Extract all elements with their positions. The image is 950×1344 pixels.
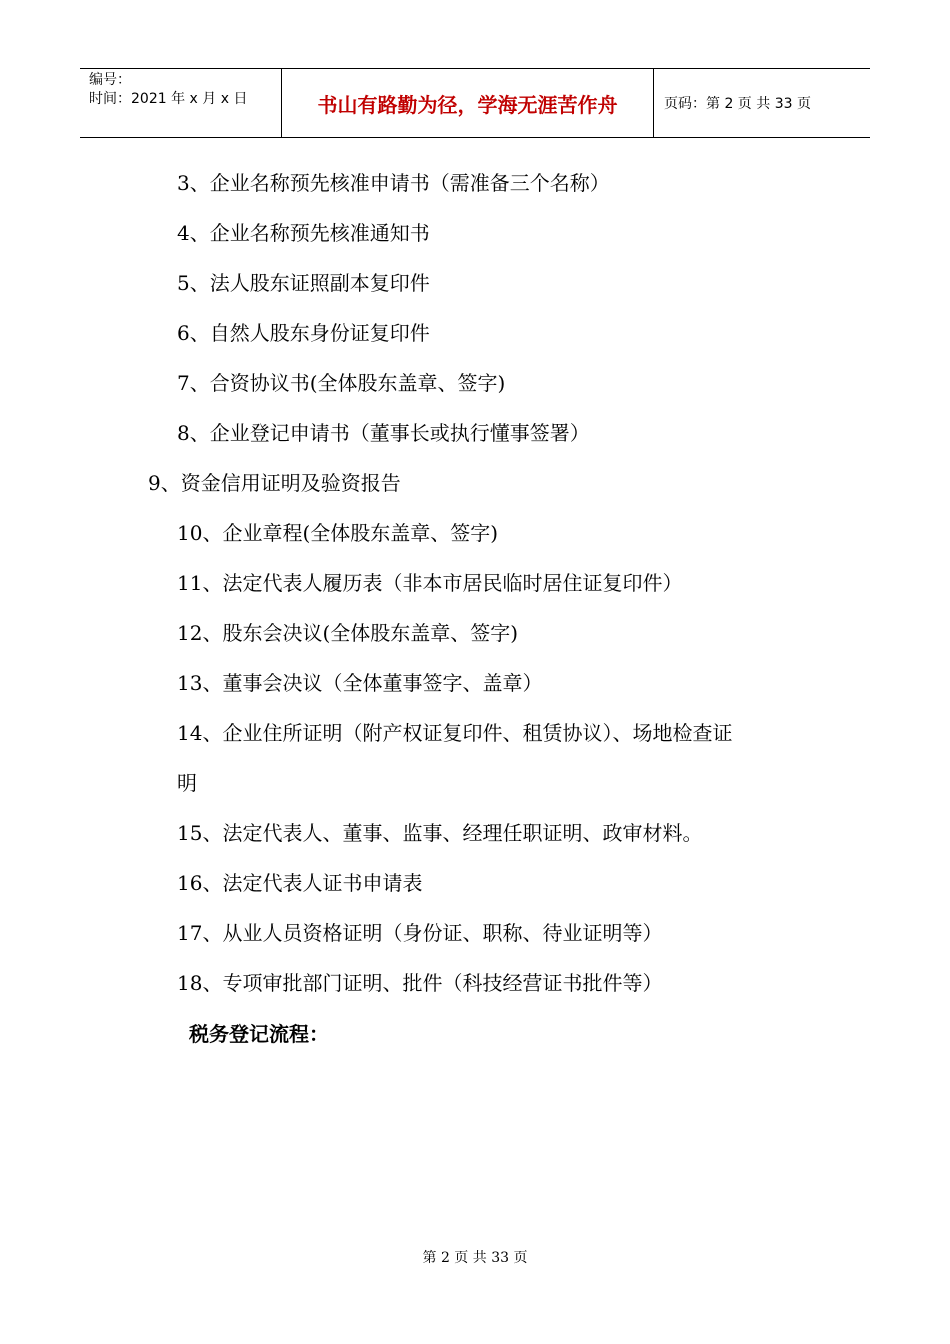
list-item: 10、企业章程(全体股东盖章、签字) bbox=[177, 521, 499, 545]
header-meta bbox=[80, 69, 282, 137]
header-motto: 书山有路勤为径，学海无涯苦作舟 bbox=[282, 69, 654, 137]
section-title: 税务登记流程： bbox=[189, 1022, 329, 1046]
list-item: 15、法定代表人、董事、监事、经理任职证明、政审材料。 bbox=[177, 821, 703, 845]
list-item: 7、合资协议书(全体股东盖章、签字) bbox=[177, 371, 506, 395]
list-item: 5、法人股东证照副本复印件 bbox=[177, 271, 430, 295]
page-footer: 第 2 页 共 33 页 bbox=[422, 1250, 528, 1266]
list-item: 3、企业名称预先核准申请书（需准备三个名称） bbox=[177, 171, 610, 195]
list-item: 12、股东会决议(全体股东盖章、签字) bbox=[177, 621, 519, 645]
list-item: 6、自然人股东身份证复印件 bbox=[177, 321, 430, 345]
list-item: 9、资金信用证明及验资报告 bbox=[148, 471, 401, 495]
header-time: 时间：2021 年 x 月 x 日 bbox=[89, 91, 248, 107]
list-item: 18、专项审批部门证明、批件（科技经营证书批件等） bbox=[177, 971, 663, 995]
header-number: 编号： bbox=[89, 72, 131, 88]
page-header bbox=[80, 68, 870, 138]
list-item: 14、企业住所证明（附产权证复印件、租赁协议）、场地检查证 bbox=[177, 721, 733, 745]
header-page-info: 页码：第 2 页 共 33 页 bbox=[664, 96, 811, 112]
list-item: 11、法定代表人履历表（非本市居民临时居住证复印件） bbox=[177, 571, 683, 595]
list-item: 4、企业名称预先核准通知书 bbox=[177, 221, 430, 245]
list-item: 16、法定代表人证书申请表 bbox=[177, 871, 423, 895]
list-item: 13、董事会决议（全体董事签字、盖章） bbox=[177, 671, 543, 695]
list-item-continuation: 明 bbox=[177, 771, 197, 795]
list-item: 8、企业登记申请书（董事长或执行懂事签署） bbox=[177, 421, 590, 445]
list-item: 17、从业人员资格证明（身份证、职称、待业证明等） bbox=[177, 921, 663, 945]
